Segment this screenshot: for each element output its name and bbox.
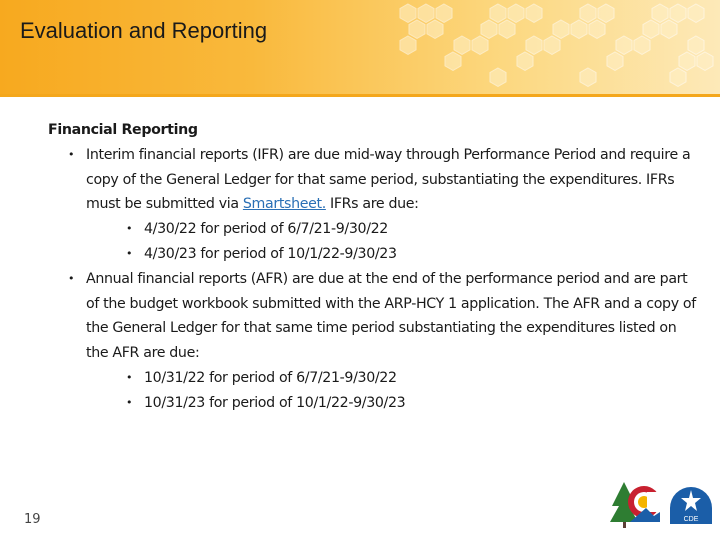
list-item xyxy=(86,217,698,242)
list-item xyxy=(86,366,698,391)
cde-logo-icon xyxy=(670,487,712,524)
list-item xyxy=(86,242,698,267)
list-item-annual xyxy=(48,267,698,416)
bullet-icon: • xyxy=(68,147,75,161)
colorado-logo-icon xyxy=(610,482,661,528)
due-date-text: 10/31/22 for period of 6/7/21-9/30/22 xyxy=(144,369,397,386)
colorado-cde-logo xyxy=(610,478,714,530)
page-number: 19 xyxy=(24,512,41,527)
slide-body xyxy=(48,118,698,416)
interim-text: Interim financial reports (IFR) are due mid-way through Performance Period and require a copy of the General Ledger for that same period, substantiating the expenditures. IFRs must be submitted via xyxy=(86,146,691,213)
sub-bullet-list xyxy=(86,366,698,416)
interim-text-end: IFRs are due: xyxy=(325,196,419,213)
bullet-list xyxy=(48,143,698,416)
section-heading: Financial Reporting xyxy=(48,122,198,138)
bullet-icon: • xyxy=(126,370,133,384)
due-date-text: 4/30/22 for period of 6/7/21-9/30/22 xyxy=(144,221,388,238)
title-banner xyxy=(0,0,720,97)
annual-text: Annual financial reports (AFR) are due at the end of the performance period and are part of the budget workbook submitted with the ARP-HCY 1 application. The AFR and a copy of the General Ledger for that same time period substantiating the expenditures listed on the AFR are due: xyxy=(86,270,696,362)
slide-title: Evaluation and Reporting xyxy=(20,18,268,43)
smartsheet-link[interactable]: Smartsheet. xyxy=(242,196,326,213)
due-date-text: 10/31/23 for period of 10/1/22-9/30/23 xyxy=(144,394,406,411)
bullet-icon: • xyxy=(126,395,133,409)
sub-bullet-list xyxy=(86,217,698,267)
bullet-icon: • xyxy=(68,271,75,285)
bullet-icon: • xyxy=(126,246,133,260)
hexagon-pattern xyxy=(390,0,720,94)
due-date-text: 4/30/23 for period of 10/1/22-9/30/23 xyxy=(144,245,397,262)
logo-text: CDE xyxy=(683,516,699,523)
list-item-interim xyxy=(48,143,698,267)
bullet-icon: • xyxy=(126,222,133,236)
list-item xyxy=(86,391,698,416)
